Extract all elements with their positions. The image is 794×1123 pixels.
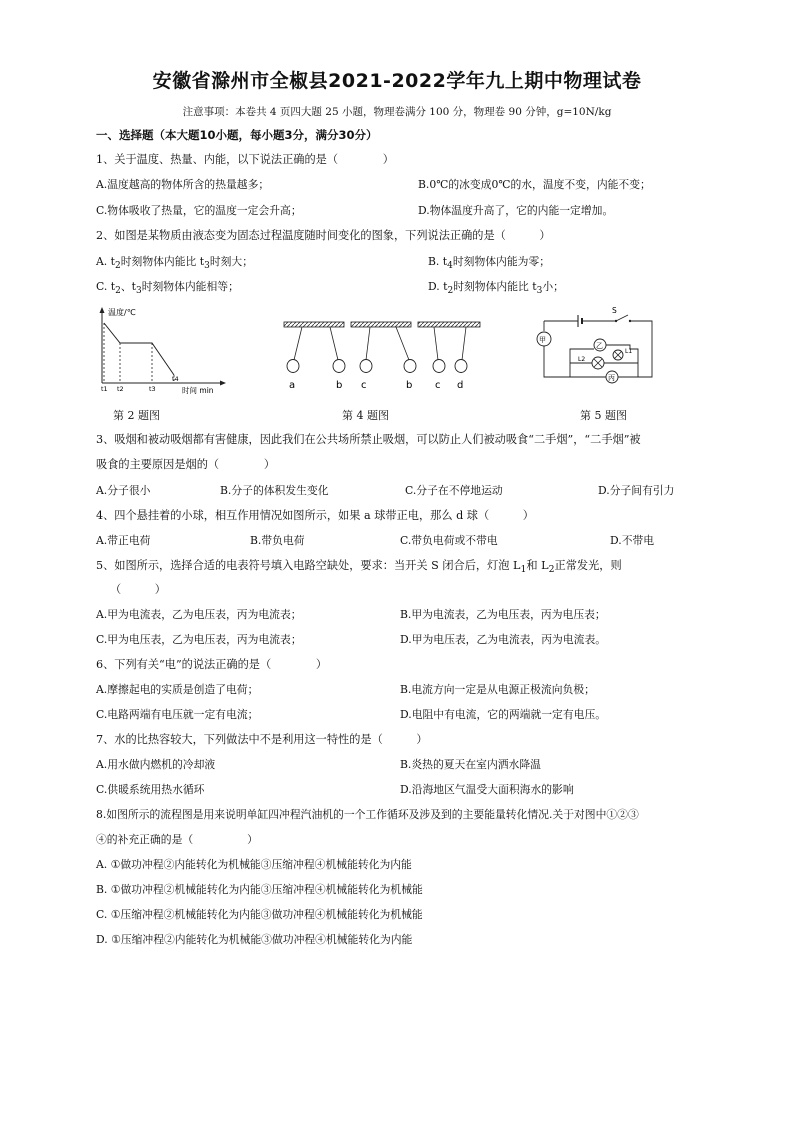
q7-option-c: C.供暖系统用热水循环 — [96, 783, 205, 796]
fig5-l2-label: L2 — [578, 356, 586, 363]
q7-option-d: D.沿海地区气温受大面积海水的影响 — [400, 783, 574, 796]
page-title: 安徽省滁州市全椒县2021-2022学年九上期中物理试卷 — [152, 70, 642, 92]
fig2-curve — [104, 323, 174, 375]
fig4-label-c2: c — [435, 380, 441, 391]
q3-option-d: D.分子间有引力 — [598, 484, 675, 497]
fig4-label-b2: b — [406, 380, 413, 391]
q8-stem-line1: 8.如图所示的流程图是用来说明单缸四冲程汽油机的一个工作循环及涉及到的主要能量转化情况.关于对图中①②③ — [96, 808, 639, 821]
exam-notes: 注意事项：本卷共 4 页四大题 25 小题，物理卷满分 100 分，物理卷 90 分钟，g=10N/kg — [182, 106, 612, 118]
q1-option-c: C.物体吸收了热量，它的温度一定会升高； — [96, 204, 302, 217]
q8-option-d: D. ①压缩冲程②内能转化为机械能③做功冲程④机械能转化为内能 — [96, 933, 413, 946]
q8-stem-line2: ④的补充正确的是（ ） — [96, 833, 258, 846]
fig5-switch-label: S — [612, 306, 617, 315]
q5-stem-line2: （ ） — [110, 583, 166, 596]
q3-stem-line1: 3、吸烟和被动吸烟都有害健康，因此我们在公共场所禁止吸烟，可以防止人们被动吸食“二手烟”，“二手烟”被 — [96, 433, 641, 446]
q3-stem-line2: 吸食的主要原因是烟的（ ） — [96, 458, 276, 471]
fig4-label-b: b — [336, 380, 343, 391]
fig2-tick-t1: t1 — [101, 385, 108, 393]
q4-option-a: A.带正电荷 — [96, 534, 151, 547]
q7-stem: 7、水的比热容较大，下列做法中不是利用这一特性的是（ ） — [96, 733, 428, 746]
fig2-x-label: 时间 min — [182, 386, 214, 395]
fig4-ball — [404, 360, 416, 373]
fig4-caption: 第 4 题图 — [342, 409, 389, 422]
q5-option-a: A.甲为电流表，乙为电压表，丙为电流表； — [96, 608, 302, 621]
q6-option-d: D.电阻中有电流，它的两端就一定有电压。 — [400, 708, 607, 721]
fig5-meter-b: 乙 — [596, 342, 603, 350]
fig2-caption: 第 2 题图 — [113, 409, 160, 422]
q2-option-a: A. $t_2$时刻物体内能比 $t_3$时刻大； — [96, 255, 254, 272]
q2-stem: 2、如图是某物质由液态变为固态过程温度随时间变化的图象，下列说法正确的是（ ） — [96, 229, 551, 242]
q1-option-d: D.物体温度升高了，它的内能一定增加。 — [418, 204, 614, 217]
fig5-l1-label: L1 — [625, 348, 633, 355]
q8-option-b: B. ①做功冲程②机械能转化为内能③压缩冲程④机械能转化为机械能 — [96, 883, 423, 896]
fig5-caption: 第 5 题图 — [580, 409, 627, 422]
q5-option-d: D.甲为电压表，乙为电流表，丙为电流表。 — [400, 633, 607, 646]
q1-stem: 1、关于温度、热量、内能，以下说法正确的是（ ） — [96, 153, 394, 166]
fig4-label-a: a — [289, 380, 296, 391]
fig5-circuit — [534, 305, 658, 387]
fig4-ball — [333, 360, 345, 373]
fig2-tick-t3: t3 — [149, 385, 156, 393]
q3-option-a: A.分子很小 — [96, 484, 151, 497]
q8-option-c: C. ①压缩冲程②机械能转化为内能③做功冲程④机械能转化为机械能 — [96, 908, 423, 921]
q3-option-c: C.分子在不停地运动 — [405, 484, 503, 497]
q5-option-b: B.甲为电流表，乙为电压表，丙为电压表； — [400, 608, 606, 621]
q4-option-c: C.带负电荷或不带电 — [400, 534, 498, 547]
fig4-ball — [433, 360, 445, 373]
fig2-tick-t4: t4 — [172, 375, 179, 383]
fig4-ball — [455, 360, 467, 373]
q6-option-c: C.电路两端有电压就一定有电流； — [96, 708, 259, 721]
q7-option-b: B.炎热的夏天在室内洒水降温 — [400, 758, 541, 771]
fig4-label-d: d — [457, 380, 464, 391]
q5-option-c: C.甲为电压表，乙为电压表，丙为电流表； — [96, 633, 302, 646]
fig2-y-label: 温度/℃ — [108, 308, 136, 317]
q4-option-b: B.带负电荷 — [250, 534, 305, 547]
fig2-tick-t2: t2 — [117, 385, 124, 393]
fig4-ball — [360, 360, 372, 373]
fig2-temperature-graph — [92, 305, 232, 395]
q2-option-d: D. $t_2$时刻物体内能比 $t_3$小； — [428, 280, 564, 297]
fig4-support-2 — [351, 322, 411, 327]
q6-stem: 6、下列有关“电”的说法正确的是（ ） — [96, 658, 328, 671]
q2-option-c: C. $t_2$、$t_3$时刻物体内能相等； — [96, 280, 239, 297]
q8-option-a: A. ①做功冲程②内能转化为机械能③压缩冲程④机械能转化为内能 — [96, 858, 412, 871]
fig4-support-1 — [284, 322, 344, 327]
fig2-y-arrow — [100, 307, 105, 313]
fig2-x-arrow — [220, 381, 226, 386]
q6-option-a: A.摩擦起电的实质是创造了电荷； — [96, 683, 259, 696]
fig5-meter-a: 甲 — [539, 336, 546, 344]
fig4-hanging-balls — [282, 320, 482, 392]
q1-option-a: A.温度越高的物体所含的热量越多； — [96, 178, 270, 191]
fig4-ball — [287, 360, 299, 373]
q5-stem-line1: 5、如图所示，选择合适的电表符号填入电路空缺处，要求：当开关 S 闭合后，灯泡 $L_1$和 $L_2$正常发光，则 — [96, 559, 622, 576]
fig5-meter-c: 丙 — [608, 374, 615, 382]
q4-stem: 4、四个悬挂着的小球，相互作用情况如图所示，如果 a 球带正电，那么 d 球（ ） — [96, 509, 534, 522]
fig4-support-3 — [418, 322, 480, 327]
q1-option-b: B.0℃的冰变成0℃的水，温度不变，内能不变； — [418, 178, 651, 191]
q4-option-d: D.不带电 — [610, 534, 655, 547]
q6-option-b: B.电流方向一定是从电源正极流向负极； — [400, 683, 595, 696]
fig4-label-c: c — [361, 380, 367, 391]
q7-option-a: A.用水做内燃机的冷却液 — [96, 758, 216, 771]
q2-option-b: B. $t_4$时刻物体内能为零； — [428, 255, 551, 272]
q3-option-b: B.分子的体积发生变化 — [220, 484, 329, 497]
switch-icon — [616, 315, 628, 321]
section-heading: 一、选择题（本大题10小题，每小题3分，满分30分） — [96, 128, 378, 142]
